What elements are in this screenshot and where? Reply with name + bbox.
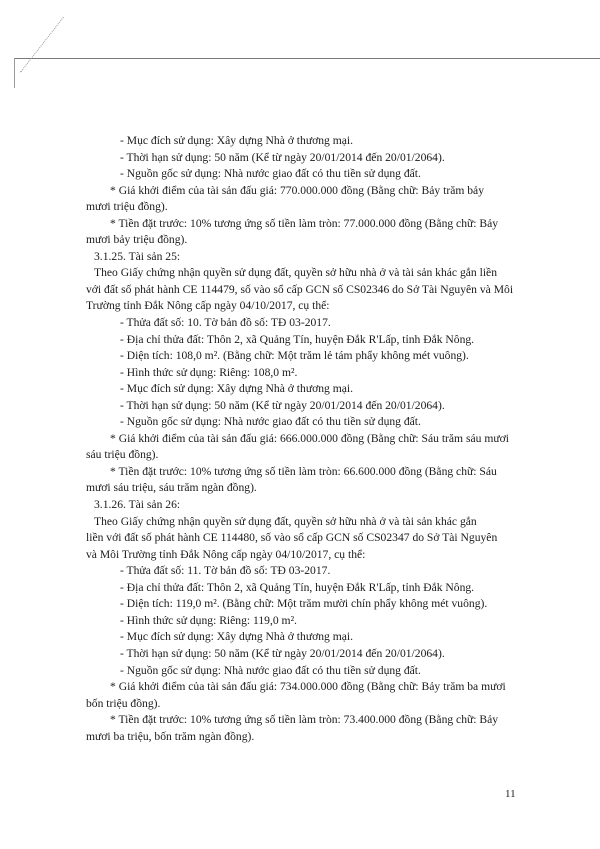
text-line: - Mục đích sử dụng: Xây dựng Nhà ở thương mại.: [120, 134, 354, 147]
text-line: - Hình thức sử dụng: Riêng: 119,0 m².: [120, 613, 297, 627]
text-line: - Địa chỉ thửa đất: Thôn 2, xã Quảng Tín, huyện Đắk R'Lấp, tỉnh Đắk Nông.: [120, 580, 475, 594]
text-line: - Mục đích sử dụng: Xây dựng Nhà ở thương mại.: [120, 382, 354, 396]
scan-border-left: [14, 58, 15, 88]
text-line: Theo Giấy chứng nhận quyền sử dụng đất, quyền sở hữu nhà ở và tài sản khác gắn: [94, 514, 477, 528]
text-line: - Địa chỉ thửa đất: Thôn 2, xã Quảng Tín, huyện Đắk R'Lấp, tỉnh Đắk Nông.: [120, 332, 475, 346]
text-line: * Giá khởi điểm của tài sản đấu giá: 666.000.000 đồng (Bằng chữ: Sáu trăm sáu mươi: [110, 431, 509, 445]
scan-artifact: [20, 17, 64, 73]
text-line: - Thời hạn sử dụng: 50 năm (Kể từ ngày 20/01/2014 đến 20/01/2064).: [120, 398, 445, 412]
text-line: * Tiền đặt trước: 10% tương ứng số tiền làm tròn: 77.000.000 đồng (Bằng chữ: Bảy: [110, 216, 499, 230]
text-line: liền với đất số phát hành CE 114480, số vào sổ cấp GCN số CS02347 do Sở Tài Nguyên: [86, 531, 498, 545]
text-line: và Môi Trường tỉnh Đắk Nông cấp ngày 04/10/2017, cụ thể:: [86, 547, 366, 561]
text-line: mươi triệu đồng).: [86, 200, 168, 214]
text-line: 3.1.25. Tài sản 25:: [94, 249, 181, 263]
text-line: - Nguồn gốc sử dụng: Nhà nước giao đất có thu tiền sử dụng đất.: [120, 663, 421, 677]
text-line: 3.1.26. Tài sản 26:: [94, 498, 181, 512]
text-line: mươi sáu triệu, sáu trăm ngàn đồng).: [86, 481, 257, 495]
text-line: * Tiền đặt trước: 10% tương ứng số tiền làm tròn: 66.600.000 đồng (Bằng chữ: Sáu: [110, 464, 497, 478]
text-line: sáu triệu đồng).: [86, 448, 159, 462]
text-line: - Diện tích: 108,0 m². (Bằng chữ: Một trăm lẻ tám phẩy không mét vuông).: [120, 349, 469, 363]
text-line: bốn triệu đồng).: [86, 696, 161, 710]
text-line: - Diện tích: 119,0 m². (Bằng chữ: Một trăm mười chín phẩy không mét vuông).: [120, 597, 488, 611]
text-line: * Tiền đặt trước: 10% tương ứng số tiền làm tròn: 73.400.000 đồng (Bằng chữ: Bảy: [110, 713, 499, 727]
text-line: * Giá khởi điểm của tài sản đấu giá: 770.000.000 đồng (Bằng chữ: Bảy trăm bảy: [110, 183, 484, 197]
text-line: Theo Giấy chứng nhận quyền sử dụng đất, quyền sở hữu nhà ở và tài sản khác gắn liền: [94, 266, 497, 280]
text-line: - Thửa đất số: 11. Tờ bản đồ số: TĐ 03-2017.: [120, 564, 331, 578]
text-line: với đất số phát hành CE 114479, số vào sổ cấp GCN số CS02346 do Sở Tài Nguyên và Môi: [86, 282, 514, 296]
text-line: mươi ba triệu, bốn trăm ngàn đồng).: [86, 729, 255, 743]
text-line: - Thửa đất số: 10. Tờ bản đồ số: TĐ 03-2017.: [120, 316, 331, 330]
text-line: - Hình thức sử dụng: Riêng: 108,0 m².: [120, 365, 298, 379]
text-line: - Thời hạn sử dụng: 50 năm (Kể từ ngày 20/01/2014 đến 20/01/2064).: [120, 646, 445, 660]
text-line: - Thời hạn sử dụng: 50 năm (Kể từ ngày 20/01/2014 đến 20/01/2064).: [120, 150, 445, 164]
document-body: [86, 133, 526, 745]
page-number: 11: [505, 788, 516, 800]
text-line: - Nguồn gốc sử dụng: Nhà nước giao đất có thu tiền sử dụng đất.: [120, 415, 421, 429]
text-line: Trường tỉnh Đắk Nông cấp ngày 04/10/2017, cụ thể:: [86, 299, 330, 313]
text-line: - Nguồn gốc sử dụng: Nhà nước giao đất có thu tiền sử dụng đất.: [120, 167, 421, 181]
text-line: mươi bảy triệu đồng).: [86, 233, 188, 247]
text-line: * Giá khởi điểm của tài sản đấu giá: 734.000.000 đồng (Bằng chữ: Bảy trăm ba mươi: [110, 680, 506, 694]
scan-border-top: [14, 58, 600, 59]
text-line: - Mục đích sử dụng: Xây dựng Nhà ở thương mại.: [120, 630, 354, 644]
